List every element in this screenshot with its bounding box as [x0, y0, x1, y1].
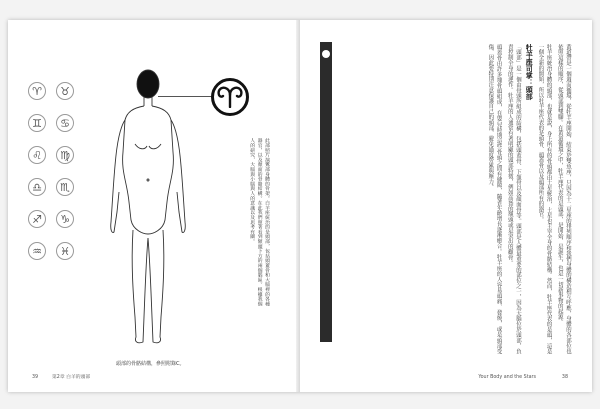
virgo-icon: ♍ — [56, 146, 74, 164]
intro-paragraph: 黃道帶是一個週而循環，從牡羊座開始，結束於雙魚座，只因為十二星座的排列順序和我們身體的構造相互呼應，身體的各部位也依照這樣的順序，從頭部到雙腳。在黃道循環之中，牡羊座代表的是頭部，是開始，是誕生，也是一切新事物的起源。 — [556, 44, 571, 354]
right-page-number: 38 — [561, 375, 568, 380]
left-page — [8, 20, 300, 392]
aries-icon: ♈ — [28, 82, 46, 100]
aries-badge-icon — [211, 78, 249, 116]
aquarius-icon: ♒ — [28, 242, 46, 260]
capricorn-icon: ♑ — [56, 210, 74, 228]
left-chapter-title: 第2章 白羊的頭部 — [52, 375, 91, 380]
figure-side-note: 此部照片演鸞部身體的骨架。白羊座統治的是頭部，包括頭蓋骨和大腦裡的各種器官，以及顏面的骨骼結構。在此我們照著看到額頭下方的兩個腦區。根據我個人的研究，大腦與小腦與人的意識以及思考有關。 — [249, 138, 269, 306]
taurus-icon: ♉ — [56, 82, 74, 100]
right-running-title: Your Body and the Stars — [478, 375, 536, 380]
gemini-icon: ♊ — [28, 114, 46, 132]
pisces-icon: ♓ — [56, 242, 74, 260]
section-mark-icon — [322, 50, 330, 58]
figure-caption: 頭部的骨骼結構，參照附錄C。 — [116, 361, 185, 367]
sagittarius-icon: ♐ — [28, 210, 46, 228]
paragraph-2: 牡羊座統治身體的頭部，也就是說，身上所有的骨頭都由土星統治，土星也主宰全身的骨骼結構。然而，牡羊座代表的是頭，這是一個全新的開始，所以牡羊座代表的是頭骨、頭蓋骨以及頭部所有的器官。 — [537, 44, 552, 354]
pointer-line — [158, 96, 212, 97]
leo-icon: ♌ — [28, 146, 46, 164]
section-heading: 牡羊座司掌：頭部 — [525, 44, 534, 100]
book-spread — [8, 20, 592, 392]
paragraph-4: 頭蓋骨由許多塊骨頭組成，在嬰兒時期這些骨頭之間有縫隙，隨著年齡增長逐漸癒合。牡羊座的人容易頭痛、發燒，或是頭部受傷，因此要特別注意保護自己的頭部，避免過度勞累與壓力。 — [487, 44, 502, 354]
paragraph-3: 「頭部」是一個由骨頭所組成的結構，包括頭蓋骨、下頷骨以及顏面骨等。頭部是人體最重要的部位之一，因為大腦位於頭部，負責控制全身的運作。牡羊座的人通常有著明顯的頭部特徵，例如高聳的額頭或是突出的顴骨。 — [506, 44, 521, 354]
libra-icon: ♎ — [28, 178, 46, 196]
cancer-icon: ♋ — [56, 114, 74, 132]
scorpio-icon: ♏ — [56, 178, 74, 196]
body-text — [340, 44, 572, 354]
section-bar — [320, 42, 332, 342]
left-page-number: 39 — [32, 375, 39, 380]
right-page — [300, 20, 592, 392]
human-body-figure-icon — [103, 62, 193, 352]
